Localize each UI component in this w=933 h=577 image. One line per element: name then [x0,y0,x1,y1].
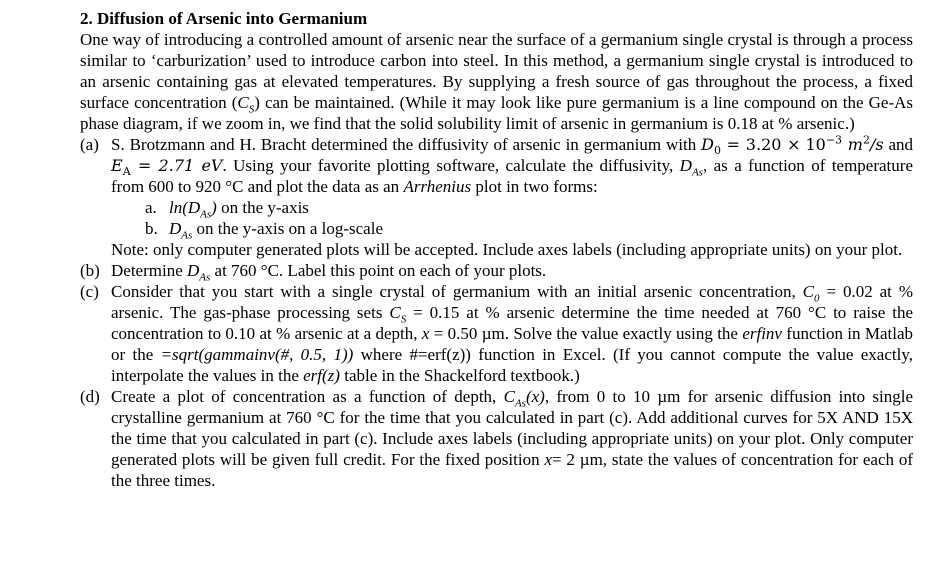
part-a-label: (a) [80,135,99,154]
part-a-subitem-a: a. $\ln(D_{As})$ on the y-axis [145,198,309,221]
problem-title: 2. Diffusion of Arsenic into Germanium [80,9,368,28]
intro-paragraph: One way of introducing a controlled amount of arsenic near the surface of a germanium single crystal is through a process similar to ‘carburization’ used to introduce carbon into steel. In this method, a germanium single crystal is introduced to an arsenic containing gas at elevated temperatures. By supplying a fresh source of gas throughout the process, a fixed surface concentration $(C_S)$ can be maintained. (While it may look like pure germanium is a line compound on the Ge-As phase diagram, if we zoom in, we find that the solid solubility limit of arsenic in germanium is 0.18 at % arsenic.) [80,30,914,133]
part-b-text: Determine $D_{As}$ at 760 °C. Label this point on each of your plots. [111,261,547,284]
part-a [80,134,913,260]
part-d [80,386,913,491]
part-c [80,281,913,386]
part-b-label: (b) [80,261,100,280]
d0-formula: $D_0 = 3.20$ × [701,135,801,158]
part-c-label: (c) [80,282,99,301]
ea-formula: $E_A = 2.71$ eV [111,156,223,179]
part-a-subitem-b: b. $D_{As}$ on the y-axis on a log-scale [145,219,383,242]
part-c-text: Consider that you start with a single crystal of germanium with an initial arsenic concentration, $C_0 = 0.02$ at % arsenic. The gas-phase processing sets $C_S = 0.15$ at % arsenic determine the time needed at 760 °C to raise the concentration to 0.10 at % arsenic at a depth, x = 0.50 µm. Solve the value exactly using the erfinv function in Matlab or the =sqrt(gammainv(#, 0.5, 1)) where #=erf(z)) function in Excel. (If you cannot compute the value exactly, interpolate the values in the erf(z) table in the Shackelford textbook.) [111,282,913,385]
part-d-text: Create a plot of concentration as a function of depth, $C_{As}(x)$, from 0 to 10 µm for arsenic diffusion into single crystalline germanium at 760 °C for the time that you calculated in part (c). Add additional curves for 5X AND 15X the time that you calculated in part (c). Include axes labels (including appropriate units) on your plot. Only computer generated plots will be given full credit. For the fixed position x= 2 µm, state the values of concentration for each of the three times. [111,387,914,490]
part-d-label: (d) [80,387,100,406]
part-b [80,260,913,284]
part-a-text: S. Brotzmann and H. Bracht determined the diffusivity of arsenic in germanium with $D_0 = 3.20 \times 10^{-3}$ $m^2/s$ and $E_A = 2.71$ eV. Using your favorite plotting software, calculate the diffusivity, $D_{As}$, as a function of temperature from 600 to 920 °C and plot the data as an Arrhenius plot in two forms: [111,133,913,196]
part-a-note: Note: only computer generated plots will be accepted. Include axes labels (including appropriate units) on your plot. [111,240,903,259]
